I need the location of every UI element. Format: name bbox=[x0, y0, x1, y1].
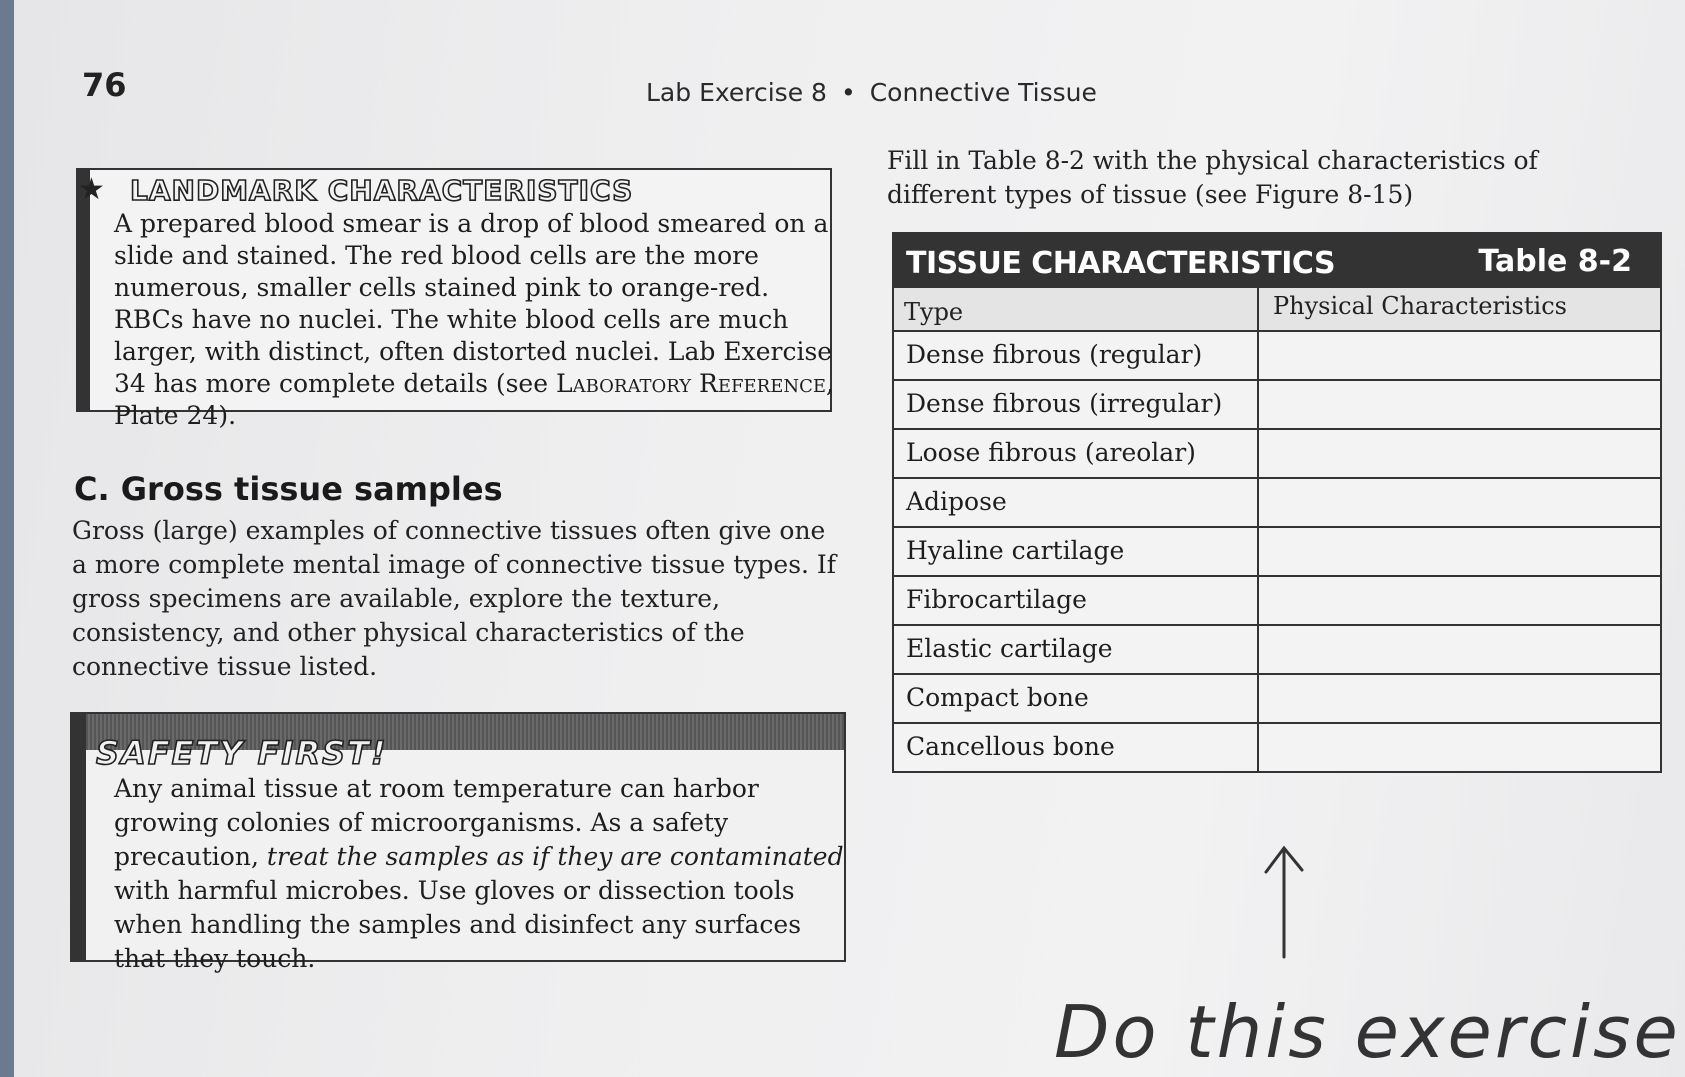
table-row bbox=[894, 332, 1660, 381]
table-row bbox=[894, 626, 1660, 675]
table-number: Table 8-2 bbox=[1478, 244, 1632, 279]
row-characteristics-cell[interactable] bbox=[1259, 430, 1660, 477]
handwritten-arrow-icon bbox=[1254, 842, 1314, 962]
landmark-characteristics-box bbox=[76, 168, 834, 430]
column-header-type: Type bbox=[894, 288, 1259, 330]
tissue-characteristics-table bbox=[892, 232, 1662, 773]
table-row bbox=[894, 528, 1660, 577]
landmark-text-main: A prepared blood smear is a drop of blood smeared on a slide and stained. The red blood cells are the more numerous, smaller cells stained pink to orange-red. RBCs have no nuclei. The white blood cells are much larger, with distinct, often distorted nuclei. Lab Exercise 34 has more complete details (see bbox=[114, 209, 833, 398]
running-head-left: Lab Exercise 8 bbox=[646, 78, 827, 107]
landmark-text bbox=[114, 208, 834, 432]
page-number: 76 bbox=[82, 66, 127, 104]
table-row bbox=[894, 724, 1660, 771]
row-type: Dense fibrous (regular) bbox=[894, 332, 1259, 379]
row-type: Adipose bbox=[894, 479, 1259, 526]
row-characteristics-cell[interactable] bbox=[1259, 528, 1660, 575]
table-row bbox=[894, 675, 1660, 724]
safety-text bbox=[114, 772, 844, 976]
table-title: TISSUE CHARACTERISTICS bbox=[906, 246, 1336, 281]
running-head bbox=[646, 78, 1097, 107]
row-type: Fibrocartilage bbox=[894, 577, 1259, 624]
table-intro: Fill in Table 8-2 with the physical characteristics of different types of tissue (see Figure 8-15) bbox=[887, 146, 1538, 209]
handwritten-note: Do this exercise bbox=[1054, 990, 1681, 1074]
row-type: Compact bone bbox=[894, 675, 1259, 722]
row-characteristics-cell[interactable] bbox=[1259, 577, 1660, 624]
table-row bbox=[894, 479, 1660, 528]
safety-text-start: Any animal tissue at room temperature can harbor growing colonies of microorganisms. As a safety precaution, bbox=[114, 774, 759, 871]
row-characteristics-cell[interactable] bbox=[1259, 626, 1660, 673]
safety-text-end: with harmful microbes. Use gloves or dissection tools when handling the samples and disinfect any surfaces that they touch. bbox=[114, 876, 802, 973]
safety-title: SAFETY FIRST! bbox=[96, 734, 388, 772]
safety-first-box bbox=[70, 712, 846, 973]
table-row bbox=[894, 430, 1660, 479]
row-type: Loose fibrous (areolar) bbox=[894, 430, 1259, 477]
row-characteristics-cell[interactable] bbox=[1259, 675, 1660, 722]
star-icon: ★ bbox=[78, 172, 105, 207]
table-header-bar bbox=[894, 234, 1660, 288]
row-characteristics-cell[interactable] bbox=[1259, 479, 1660, 526]
table-row bbox=[894, 381, 1660, 430]
column-header-physical: Physical Characteristics bbox=[1273, 292, 1567, 320]
running-head-right: Connective Tissue bbox=[869, 78, 1097, 107]
row-type: Hyaline cartilage bbox=[894, 528, 1259, 575]
row-type: Dense fibrous (irregular) bbox=[894, 381, 1259, 428]
row-type: Cancellous bone bbox=[894, 724, 1259, 771]
row-characteristics-cell[interactable] bbox=[1259, 332, 1660, 379]
safety-text-italic: treat the samples as if they are contaminated bbox=[266, 842, 844, 871]
laboratory-reference: Laboratory Reference bbox=[555, 369, 826, 398]
section-c-body: Gross (large) examples of connective tissues often give one a more complete mental image of connective tissue types. If gross specimens are available, explore the texture, consistency, and other physical characteristics of the connective tissue listed. bbox=[72, 516, 837, 681]
running-head-separator: • bbox=[840, 78, 856, 107]
row-characteristics-cell[interactable] bbox=[1259, 381, 1660, 428]
row-characteristics-cell[interactable] bbox=[1259, 724, 1660, 771]
table-column-headers bbox=[894, 288, 1660, 332]
table-row bbox=[894, 577, 1660, 626]
landmark-title: LANDMARK CHARACTERISTICS bbox=[130, 174, 634, 207]
section-c-heading: C. Gross tissue samples bbox=[74, 470, 503, 508]
row-type: Elastic cartilage bbox=[894, 626, 1259, 673]
textbook-page bbox=[14, 0, 1685, 1077]
landmark-text-end: , Plate 24). bbox=[114, 369, 834, 430]
